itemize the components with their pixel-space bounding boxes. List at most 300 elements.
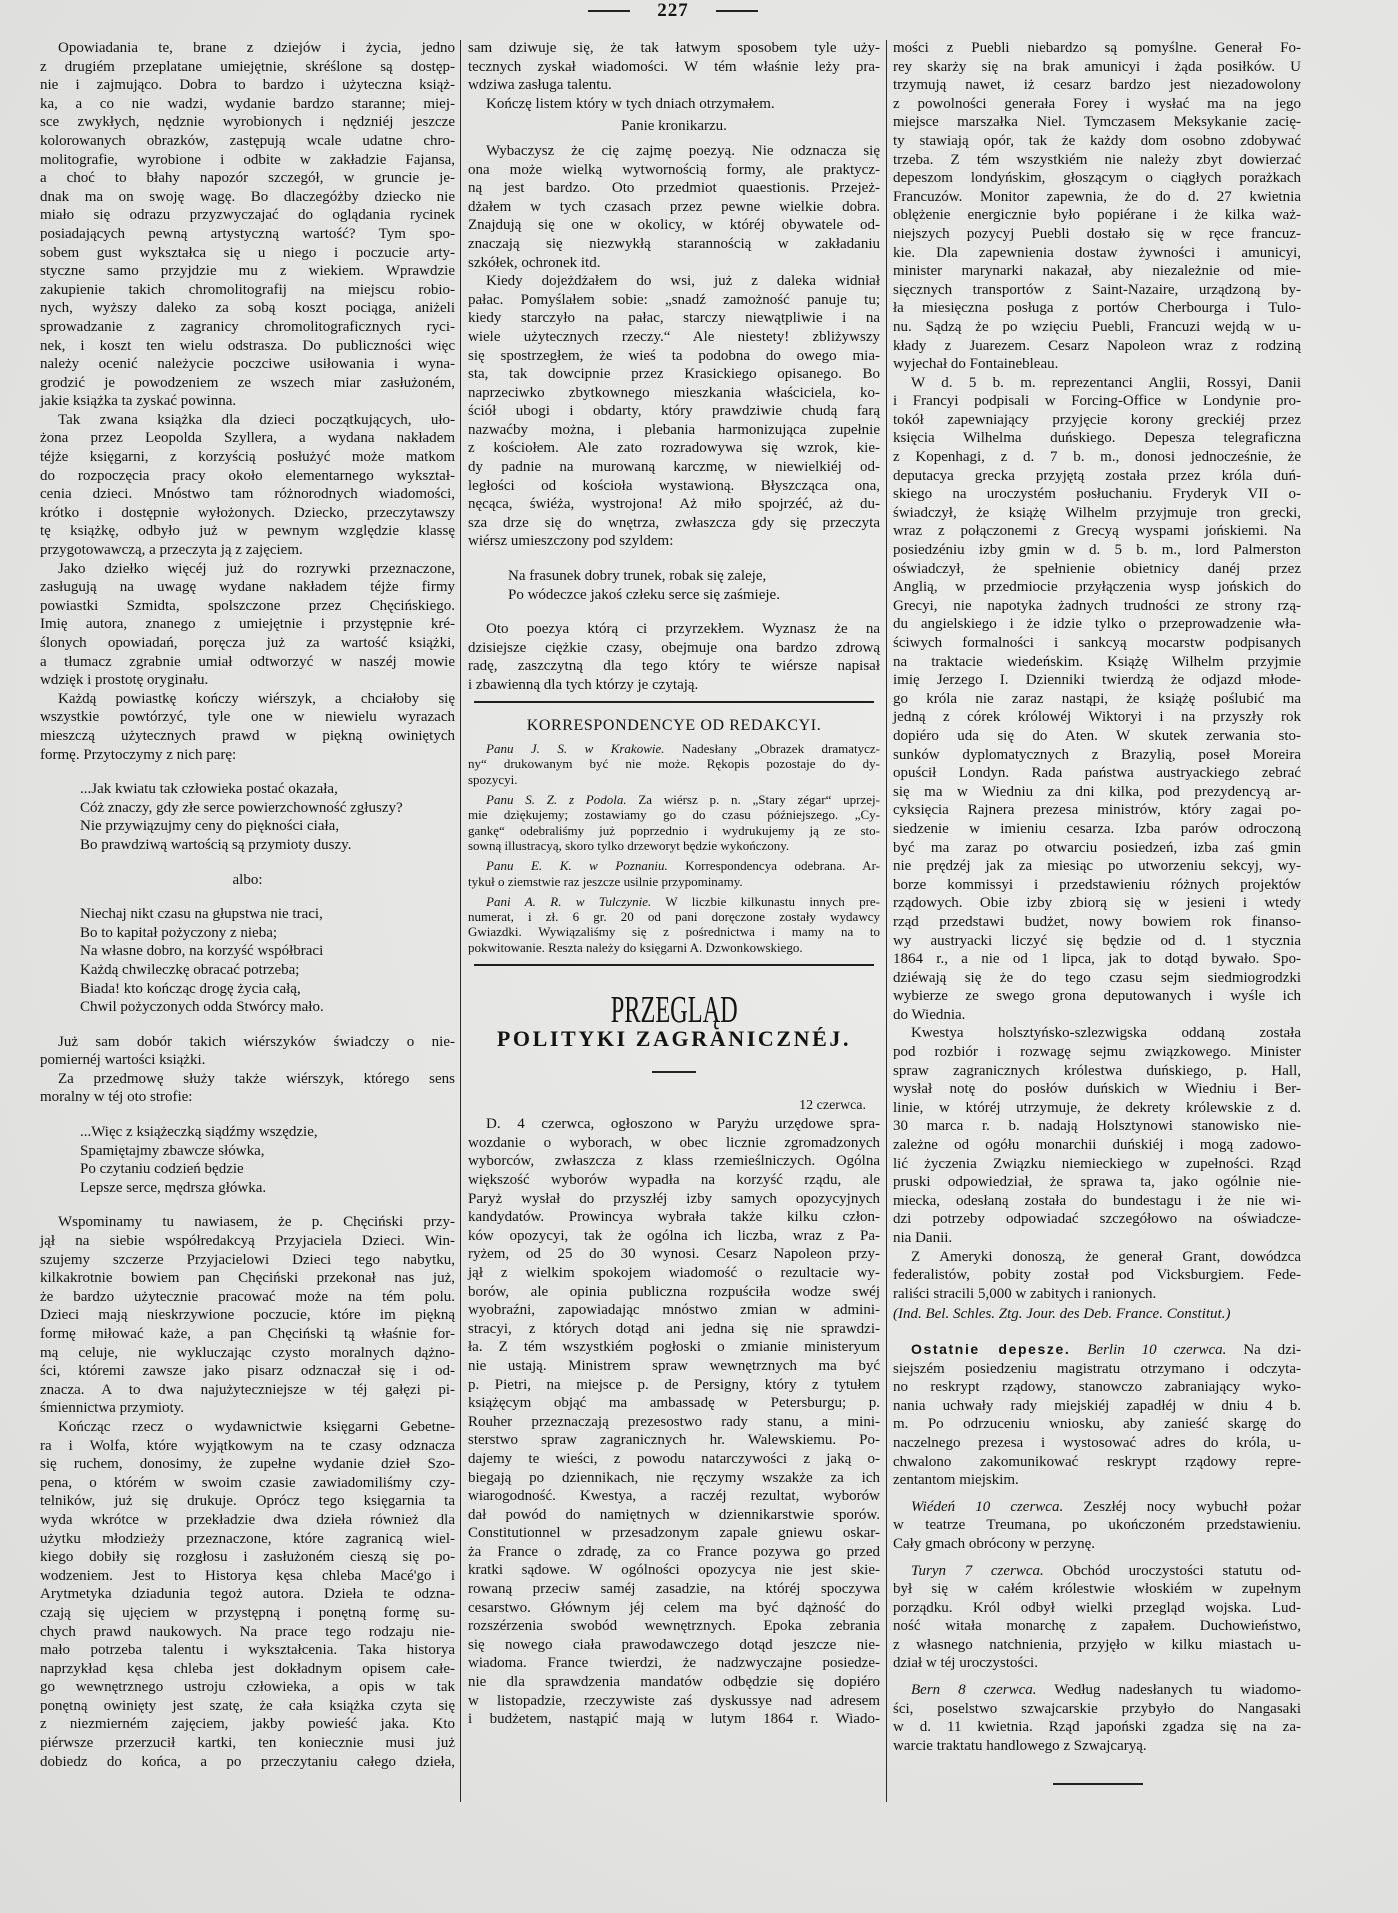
- text-line: śmiennictwa przymioty.: [40, 1400, 184, 1417]
- text-line: Tak zwana książka dla dzieci początkujących, uło-: [58, 411, 455, 428]
- text-line: należy ocenić należycie poczciwe usiłowania i wyna-: [40, 356, 455, 373]
- paragraph: [468, 620, 880, 694]
- title-text: PRZEGLĄD: [610, 989, 738, 1032]
- text-line: nazwaćby można, i plebania harmonizująca zupełnie: [468, 421, 880, 438]
- text-line: cenia dzieci. Mnóstwo tam różnorodnych wiadomości,: [40, 486, 455, 503]
- text-line: chych prawd naukowych. Na prace tego rodzaju nie-: [40, 1623, 455, 1640]
- correspondence-note: [468, 858, 880, 889]
- text-line: naprzykład kęsa chleba jest dokładnym opisem całe-: [40, 1660, 455, 1677]
- text-line: ściół ubogi i obdarty, który prawdziwie chudą farą: [468, 403, 880, 420]
- text-line: kratki sądowe. W ogólności opozycya nie jest skie-: [468, 1562, 880, 1579]
- text-line: chwalono zakomunikować reskrypt rządowy repre-: [893, 1453, 1301, 1470]
- verse-stanza: [508, 567, 880, 604]
- text-line: nie prędzéj jak za miesiąc po utworzeniu sekcyj, wy-: [893, 858, 1301, 875]
- text-line: tę książkę, odbyło już w pewnym względzie klassę: [40, 523, 455, 540]
- text-line: Kończąc rzecz o wydawnictwie księgarni Gebetne-: [58, 1418, 455, 1435]
- paragraph: [40, 1213, 455, 1418]
- text-line: nania uchwały rady miejskiéj zapadłéj w dniu 4 b.: [893, 1397, 1301, 1414]
- text-line: wysłał notę do posłów duńskich w Wiedniu i Ber-: [893, 1081, 1301, 1098]
- text-line: pomiernéj wartości książki.: [40, 1052, 206, 1069]
- text-line: minister marynarki nakazał, aby niezależnie od mie-: [893, 263, 1301, 280]
- text-line: warcie traktatu handlowego z Szwajcaryą.: [893, 1737, 1147, 1754]
- text-line: [468, 894, 880, 909]
- text-line: ła. Z tém wszystkiém pogłoski o zmianie ministeryum: [468, 1339, 880, 1356]
- paragraph: [893, 374, 1301, 1025]
- text-line: rowaną przeciw saméj zasadzie, na któréj spoczywa: [468, 1581, 880, 1598]
- paragraph-continued: [893, 39, 1301, 374]
- text-line: zakupienie takich chromolitografij na miejscu robio-: [40, 281, 455, 298]
- text-line: kilkakrotnie bowiem pan Chęciński przekonał nas już,: [40, 1270, 455, 1287]
- text-line: Paryż wysłał do przyszłéj izby samych opozycyjnych: [468, 1190, 880, 1207]
- text-line: miecka, odesłaną została do bundestagu i że nie wi-: [893, 1192, 1301, 1209]
- italic-lead: Panu S. Z. z Podola.: [486, 792, 627, 808]
- text-line: wiadoma. France twierdzi, że nadzwyczajne posiedze-: [468, 1655, 880, 1672]
- text-line: imię Jerzego I. Dzienniki twierdzą że odjazd młode-: [893, 672, 1301, 689]
- text-line: i budżetem, nastąpić mają w lutym 1864 r. Wiado-: [468, 1711, 880, 1728]
- article-subtitle: POLITYKI ZAGRANICZNÉJ.: [496, 1026, 852, 1052]
- text-line: a tłumacz zgrabnie umiał odtworzyć w naszéj mowie: [40, 653, 455, 670]
- text-line: naprzeciwko zbytkownego mieszkania właściciela, ko-: [468, 384, 880, 401]
- text-line: D. 4 czerwca, ogłoszono w Paryżu urzędowe spra-: [486, 1116, 880, 1133]
- text-line: molitografie, wyrobione i odbite w zakładzie Fajansa,: [40, 151, 455, 168]
- text-line: ległości od kościoła wystawioną. Błyszcząca ona,: [468, 477, 880, 494]
- text-line: pokwitowanie. Reszta należy do księgarni A. Dzwonkowskiego.: [468, 939, 803, 955]
- text-line: sta, tak dowcipnie przez Krasickiego opisanego. Bo: [468, 366, 880, 383]
- text-line: że bardzo użytecznie pracować może na tém polu.: [40, 1288, 455, 1305]
- text-line: [893, 1562, 1301, 1581]
- text-line: dziéwają się że do tego czasu sejm siedmiogrodzki: [893, 969, 1301, 986]
- text-line: jedną z córek królowéj Wiktoryi i na przyszły rok: [893, 709, 1301, 726]
- text-line: księcia Wilhelma duńskiego. Depesza telegraficzna: [893, 430, 1301, 447]
- centered-text: albo:: [232, 871, 263, 888]
- text-line: z niezmierném zajęciem, jakby powieść jaka. Kto: [40, 1716, 455, 1733]
- text-line: moralny w téj oto strofie:: [40, 1089, 193, 1106]
- paragraph: [40, 1070, 455, 1107]
- text-line: téjże księgarni, z korzyścią posłużyć może matkom: [40, 449, 455, 466]
- text-line: sza drze się do wnętrza, zwłaszcza gdy się przeczyta: [468, 514, 880, 531]
- text-line: Bo prawdziwą wartością są przymioty duszy.: [80, 836, 352, 853]
- horizontal-rule: [474, 964, 874, 966]
- italic-lead: Bern 8 czerwca.: [911, 1682, 1037, 1699]
- text-line: Arytmetyka dziadunia tegoż autora. Dzieła te odzna-: [40, 1586, 455, 1603]
- text-line: ła miesięczna posługa z portów Cherbourga i Tulo-: [893, 300, 1301, 317]
- text-line: federalistów, pobity został pod Vicksburgiem. Fede-: [893, 1267, 1301, 1284]
- text-line: Już sam dobór takich wiérszyków świadczy o nie-: [58, 1033, 455, 1050]
- line-text: Na dzi-: [1243, 1341, 1302, 1358]
- paragraph: [40, 1033, 455, 1070]
- text-line: mało potrzeba talentu i wykształcenia. Taka historya: [40, 1642, 455, 1659]
- text-line: znaczają się niezwykłą starannością w zakładaniu: [468, 235, 880, 252]
- text-line: Cóż znaczy, gdy złe serce powierzchowność zgłuszy?: [80, 799, 403, 816]
- text-line: sowną illustracyą, skoro tylko drzeworyt będzie wykończony.: [468, 837, 790, 853]
- text-line: się ma w Wiedniu za dni kilka, pod prezydencyą ar-: [893, 783, 1301, 800]
- text-line: z kościołem. Ale zato rozradowywa się wzrok, kie-: [468, 440, 880, 457]
- line-text: Korrespondencya odebrana. Ar-: [685, 858, 880, 874]
- text-line: ona może wielką wytwornością formy, ale praktycz-: [468, 161, 880, 178]
- text-line: trzymują nawet, iż cesarz bardzo jest niezadowolony: [893, 77, 1301, 94]
- text-line: ra i Wolfa, które wyjątkowym na te czasy odznacza: [40, 1437, 455, 1454]
- line-text: W liczbie kilkunastu innych pre-: [665, 893, 881, 909]
- text-line: zasługują na uwagę wydane nakładem téjże firmy: [40, 579, 455, 596]
- text-line: formę miłować każe, a pan Chęciński tą właśnie for-: [40, 1326, 455, 1342]
- italic-lead: Panu E. K. w Poznaniu.: [486, 858, 668, 874]
- text-line: ny“ drukowanym być nie może. Rękopis pozostaje do dy-: [468, 756, 880, 772]
- text-line: Opowiadania te, brane z dziejów i życia, jedno: [58, 40, 455, 56]
- text-line: książęcym objąć ma ambassadę w Petersburgu; p.: [468, 1395, 880, 1412]
- text-line: lić życzenia Związku niemieckiego w zupełności. Rząd: [893, 1155, 1301, 1172]
- column-divider: [886, 40, 887, 1802]
- text-line: ty stawiają opór, tak że każdy dom osobno zdobywać: [893, 132, 1301, 149]
- text-line: tokół zapewniający przyjęcie korony greckiéj przez: [893, 411, 1301, 428]
- text-line: wiele użytecznych rzeczy.“ Ale niestety! zbliżywszy: [468, 328, 880, 345]
- text-line: ryżem, od 25 do 30 wynosi. Cesarz Napoleon przy-: [468, 1246, 880, 1263]
- text-line: [893, 1498, 1301, 1517]
- text-line: skiego na uroczystém posłuchaniu. Fryderyk VII o-: [893, 486, 1301, 503]
- text-line: Lepsze serce, mędrsza główka.: [80, 1179, 267, 1196]
- text-line: do Wiednia.: [893, 1006, 966, 1023]
- text-line: wraz z połączonemi z Grecyą wyspami jońskiemi. Na: [893, 523, 1301, 540]
- text-line: Każdą chwileczkę obracać potrzeba;: [80, 961, 300, 978]
- text-line: Za przedmowę służy także wiérszyk, którego sens: [58, 1070, 455, 1087]
- text-line: gankę“ odebraliśmy już poprzednio i wydrukujemy ją ze sto-: [468, 822, 880, 838]
- text-line: 1864 r., a nie od 1 lipca, jak to dotąd bywało. Spo-: [893, 951, 1301, 968]
- text-line: spraw zagranicznych królestwa duńskiego, p. Hall,: [893, 1062, 1301, 1079]
- text-line: Wybaczysz że cię zajmę poezyą. Nie odznacza się: [486, 142, 880, 159]
- italic-lead: Berlin 10 czerwca.: [1087, 1341, 1227, 1358]
- text-line: Jako dziełko więcéj już do rozrywki przeznaczone,: [58, 560, 455, 577]
- line-text: Zeszłéj nocy wybuchł pożar: [1083, 1498, 1302, 1515]
- text-line: Kwestya holsztyńsko-szlezwigska oddaną została: [911, 1025, 1301, 1042]
- text-line: znacza. A to dwa najużyteczniejsze w téj gałęzi pi-: [40, 1381, 455, 1398]
- text-line: Niechaj nikt czasu na głupstwa nie traci,: [80, 906, 323, 923]
- text-line: raliści stracili 5,000 w zabitych i ranionych.: [893, 1285, 1157, 1302]
- news-dispatch: [893, 1340, 1301, 1490]
- text-line: spozycyi.: [468, 771, 518, 787]
- text-line: dżałem w tych czasach przez pewne wielkie dobra.: [468, 198, 880, 215]
- text-line: wdziwa zasługa talentu.: [468, 77, 612, 94]
- text-line: Po wódeczce jakoś człeku serce się zaśmieje.: [508, 586, 780, 603]
- text-line: niejszych pozycyj Puebli dostało się w ręce francuz-: [893, 225, 1301, 242]
- text-line: w listopadzie, rzeczywiste zaś dyskussye nad adresem: [468, 1692, 880, 1709]
- text-line: wodzeniem. Jest to Historya kęsa chleba Macé'go i: [40, 1567, 455, 1584]
- column-3: [893, 39, 1301, 1785]
- paragraph: [40, 690, 455, 764]
- text-line: Na frasunek dobry trunek, robak się zaleje,: [508, 568, 767, 585]
- text-line: linie, w któréj utrzymuje, że dekrety królewskie z d.: [893, 1099, 1301, 1116]
- text-line: był się w całém królestwie włoskiém w zupełnym: [893, 1581, 1301, 1598]
- text-line: kie. Dla zapewnienia dostaw żywności i amunicyi,: [893, 244, 1301, 261]
- text-line: na traktacie wiedeńskim. Książę Wilhelm przyjmie: [893, 653, 1301, 670]
- text-line: Francuzów. Monitor zapewnia, że do d. 27 kwietnia: [893, 188, 1301, 205]
- text-line: rey skarży się na brak amunicyi i żąda posiłków. U: [893, 58, 1301, 75]
- article-title: [468, 989, 880, 1032]
- line-text: Za wiérsz p. n. „Stary zégar“ uprzej-: [638, 792, 880, 808]
- text-line: jął z wielkim spokojem wiadomość o rezultacie wy-: [468, 1264, 880, 1281]
- text-line: z Kopenhagi, z d. 7 b. m., donosi jednocześnie, że: [893, 449, 1301, 466]
- italic-lead: Turyn 7 czerwca.: [911, 1562, 1044, 1579]
- text-line: z powolności generała Forey i wysłać ma na jego: [893, 95, 1301, 112]
- text-line: naczelnego prezesa i wystosować adres do króla, u-: [893, 1434, 1301, 1451]
- correspondence-note: [468, 894, 880, 955]
- text-line: dział w téj uroczystości.: [893, 1655, 1038, 1672]
- verse-stanza: [80, 780, 455, 854]
- text-line: dzisiejsze ciężkie czasy, obejmuje ona bardzo zdrową: [468, 639, 880, 656]
- text-line: Bo to kapitał pożyczony z nieba;: [80, 924, 278, 941]
- text-line: nu. Sądzą że po wzięciu Puebli, Francuzi wejdą w u-: [893, 318, 1301, 335]
- text-line: Z Ameryki donoszą, że generał Grant, dowódzca: [911, 1248, 1301, 1265]
- text-line: wszystkie powtórzyć, tyle one w niewielu wyrazach: [40, 709, 455, 726]
- line-text: Nadesłany „Obrazek dramatycz-: [681, 741, 880, 757]
- text-line: większość wyborów wypadła na korzyść rządu, ale: [468, 1172, 880, 1189]
- text-line: ściwych formalności i sankcyą mocarstw podpisanych: [893, 635, 1301, 651]
- text-line: wozdanie o wyborach, w obec licznie zgromadzonych: [468, 1134, 880, 1151]
- text-line: [893, 1340, 1301, 1360]
- text-line: mą celuje, nie wykluczając czysto moralnych dążno-: [40, 1344, 455, 1361]
- line-text: Obchód uroczystości statutu od-: [1062, 1562, 1302, 1579]
- text-line: sam dziwuje się, że tak łatwym sposobem tyle uży-: [468, 40, 880, 56]
- text-line: trzeba. Z tém wszystkiém nie należy zbyt dowierzać: [893, 151, 1301, 168]
- text-line: Cały gmach obrócony w perzynę.: [893, 1535, 1096, 1552]
- text-line: szujemy szczerze Przyjacielowi Dzieci tego nabytku,: [40, 1251, 455, 1268]
- text-line: dopiéro uda się do Aten. W skutek zerwania sto-: [893, 727, 1301, 744]
- text-line: kolorowanych obrazków, zastępują wcale udatne chro-: [40, 132, 455, 149]
- text-line: pod rozbiór i rozwagę sejmu związkowego. Minister: [893, 1044, 1301, 1061]
- text-line: du angielskiego i że idzie tylko o przeprowadzenie wła-: [893, 616, 1301, 633]
- text-line: Oto poezya którą ci przyrzekłem. Wyznasz że na: [486, 621, 880, 638]
- text-line: borze kommissyi i przedstawieniu różnych projektów: [893, 876, 1301, 893]
- text-line: deputacya grecka przyjętą została przez króla duń-: [893, 467, 1301, 484]
- text-line: sunków dyplomatycznych z Brazylią, poseł Moreira: [893, 746, 1301, 763]
- correspondence-note: [468, 792, 880, 853]
- text-line: mieszczą użytecznych prawd w piękną owiniętych: [40, 727, 455, 744]
- text-line: rządowych. Obie izby zbiorą się w jesieni i wtedy: [893, 895, 1301, 912]
- italic-lead: Panu J. S. w Krakowie.: [486, 741, 665, 757]
- text-line: grodzić je powodzeniem ze wszech miar zasłużoném,: [40, 374, 455, 391]
- text-line: i zbawienną dla tych którzy je czytają.: [468, 677, 699, 693]
- text-line: dajemy te wieści, z powodu natarczywości z jaką o-: [468, 1450, 880, 1467]
- text-line: nie dla sprawdzenia mandatów odbędzie się dopiéro: [468, 1674, 880, 1691]
- text-line: [468, 741, 880, 756]
- text-line: dzi potrzeby odpowiadać szczegółowo na oświadcze-: [893, 1211, 1301, 1228]
- text-line: świadczył, że książę Wilhelm przyjmuje tron grecki,: [893, 504, 1301, 521]
- paragraph: [468, 1115, 880, 1729]
- text-line: go króla nie zaraz nastąpi, że książę poślubić ma: [893, 690, 1301, 707]
- text-line: nęcąca, świéża, wystrojona! Aż miło spojrzéć, aż du-: [468, 496, 880, 513]
- text-line: zentantom miejskim.: [893, 1472, 1019, 1489]
- text-line: krótko i dostępnie wyłożonych. Dziecko, przeczytawszy: [40, 504, 455, 521]
- text-line: piérwsze przerzucił kartki, ten koniecznie musi już: [40, 1735, 455, 1752]
- text-line: zależne od ogółu monarchii duńskiéj i mogą zadowo-: [893, 1137, 1301, 1154]
- text-line: stracyi, z których dotąd ani jedna się nie sprawdzi-: [468, 1320, 880, 1337]
- text-line: radę, zaszczytną dla tego który te wiérsze napisał: [468, 658, 880, 675]
- dash-right: [716, 10, 758, 12]
- text-line: się nowego ciała prawodawczego dotąd jeszcze nie-: [468, 1636, 880, 1653]
- letter-salutation: Panie kronikarzu.: [621, 118, 727, 135]
- text-line: jakie książka ta zyskać powinna.: [40, 393, 237, 410]
- text-line: ...Więc z książeczką siądźmy wszędzie,: [80, 1124, 318, 1141]
- text-line: dnak ma on swoję wagę. Bo dlaczegóżby dziecko nie: [40, 188, 455, 205]
- text-line: Wspominamy tu nawiasem, że p. Chęciński przy-: [58, 1214, 455, 1231]
- text-line: Kończę listem który w tych dniach otrzymałem.: [486, 95, 775, 112]
- text-line: Na własne dobro, na korzyść współbraci: [80, 943, 324, 960]
- text-line: telników, już się drukuje. Oprócz tego księgarnia ta: [40, 1493, 455, 1510]
- text-line: ...Jak kwiatu tak człowieka postać okazała,: [80, 781, 338, 798]
- horizontal-rule: [474, 701, 874, 703]
- text-line: a choć to błahy napozór szczegół, w gruncie je-: [40, 170, 455, 187]
- text-line: sprowadzanie z zagranicy chromolitograficznych ryci-: [40, 318, 455, 335]
- text-line: Constitutionnel w przesadzonym zapale gniewu oskar-: [468, 1525, 880, 1542]
- text-line: nia Danii.: [893, 1230, 953, 1246]
- text-line: Grecyi, nie napotyka żadnych trudności ze strony rzą-: [893, 597, 1301, 614]
- paragraph: [893, 1248, 1301, 1304]
- page-number-header: [588, 0, 758, 22]
- text-line: Rouher przeznaczają prezesostwo rady stanu, a mini-: [468, 1413, 880, 1430]
- text-line: siejszém posiedzeniu magistratu otrzymano i odczyta-: [893, 1360, 1301, 1377]
- text-line: w teatrze Treumana, po ukończoném przedstawieniu.: [893, 1517, 1301, 1534]
- paragraph: [893, 1024, 1301, 1247]
- text-line: wdzięk i prostotę oryginału.: [40, 672, 209, 689]
- text-line: [893, 1681, 1301, 1700]
- text-line: rozszérzenia swobód wewnętrznych. Epoka zebrania: [468, 1618, 880, 1635]
- text-line: Kiedy dojeżdżałem do wsi, już z daleka widniał: [486, 273, 880, 290]
- text-line: sięcznych transportów z Saint-Nazaire, urządzoną by-: [893, 281, 1301, 298]
- text-line: ści, któremi zawsze jako pisarz odznaczał się i od-: [40, 1363, 455, 1380]
- text-line: cesarstwo. Głównym jéj celem ma być dążność do: [468, 1599, 880, 1616]
- text-line: w d. 11 kwietnia. Rząd japoński zgadza się na za-: [893, 1719, 1301, 1736]
- text-line: Nie przywiązujmy ceny do piękności ciała,: [80, 818, 340, 835]
- text-line: cyksięcia Rajnera prezesa ministrów, który zagai po-: [893, 802, 1301, 819]
- text-line: pruski odpowiedział, że sprawa ta, jako ogólnie nie-: [893, 1174, 1301, 1191]
- text-line: sobem gust wykształca się u niego i poczucie arty-: [40, 244, 455, 261]
- text-line: Po czytaniu codzień będzie: [80, 1161, 244, 1178]
- text-line: p. Pietri, na miejsce p. de Persigny, który z tytułem: [468, 1376, 880, 1393]
- text-line: Imię autora, znanego z umiejętnie i przystępnie kré-: [40, 616, 455, 633]
- paragraph: [468, 272, 880, 551]
- paragraph: [40, 411, 455, 560]
- news-dispatch: [893, 1681, 1301, 1755]
- text-line: kiedy starczyło na pałac, starczy niewątpliwie i na: [468, 310, 880, 327]
- text-line: ża France o zdradę, za co France pozywa go przed: [468, 1543, 880, 1560]
- text-line: [468, 792, 880, 807]
- text-line: wiérsz umieszczony pod szyldem:: [468, 533, 674, 550]
- section-heading: KORRESPONDENCYE OD REDAKCYI.: [526, 716, 822, 734]
- italic-lead: Wiédeń 10 czerwca.: [911, 1498, 1064, 1515]
- text-line: wy austryacki liczyć się będzie od d. 1 stycznia: [893, 932, 1301, 949]
- text-line: wiarogodność. Kwestya, a raczéj rezultat, wyborów: [468, 1488, 880, 1505]
- news-dispatch: [893, 1562, 1301, 1674]
- text-line: powiastki Szmidta, spolszczone przez Chęcińskiego.: [40, 597, 455, 614]
- paragraph: [468, 142, 880, 272]
- page-number: 227: [657, 0, 689, 21]
- text-line: formę. Przytoczymy z nich parę:: [40, 746, 237, 763]
- text-line: biegają po dziennikach, nie ręczymy wszakże za ich: [468, 1469, 880, 1486]
- short-rule: [652, 1071, 696, 1073]
- text-line: się spostrzegłem, że wieś ta podobna do owego mia-: [468, 347, 880, 364]
- text-line: ków opozycyi, tak że ogólna ich liczba, wraz z Pa-: [468, 1227, 880, 1244]
- text-line: dał powód do namiętnych w dziennikarstwie sporów.: [468, 1506, 880, 1523]
- text-line: go wewnętrznego ustroju człowieka, a opis w tak: [40, 1679, 455, 1696]
- text-line: nie i zajmująco. Dobra to bardzo i użyteczna książ-: [40, 77, 455, 94]
- news-dispatch: [893, 1498, 1301, 1554]
- verse-stanza: [80, 905, 455, 1017]
- text-line: opuścił Londyn. Rada państwa austryackiego zebrać: [893, 765, 1301, 782]
- text-line: ka, a co nie wadzi, wydanie bardzo staranne; miej-: [40, 95, 455, 112]
- text-line: mości z Puebli niebardzo są pomyślne. Generał Fo-: [893, 40, 1301, 56]
- text-line: Znajdują się one w okolicy, w któréj obywatele od-: [468, 217, 880, 234]
- verse-stanza: [80, 1123, 455, 1197]
- text-line: ślonych opowiadań, poręcza już za wartość książki,: [40, 635, 455, 651]
- bold-lead: Ostatnie depesze.: [911, 1340, 1071, 1357]
- text-line: borów, ale opinia publiczna rozpuściła wodze swéj: [468, 1283, 880, 1300]
- end-rule: [1053, 1783, 1143, 1785]
- text-line: czają się ujęciem w przystępną i ponętną formę su-: [40, 1604, 455, 1621]
- text-line: sterstwo spraw zagranicznych hr. Walewskiemu. Po-: [468, 1432, 880, 1449]
- text-line: z drugiém przeplatane umiejętnie, skréślone są dostęp-: [40, 58, 455, 75]
- paragraph: [468, 95, 880, 114]
- text-line: [468, 858, 880, 873]
- text-line: rząd przedstawi budżet, nowy bowiem rok finanso-: [893, 913, 1301, 930]
- column-1: [40, 39, 455, 1771]
- text-line: W d. 5 b. m. reprezentanci Anglii, Rossyi, Danii: [911, 374, 1301, 391]
- text-line: kandydatów. Prowincya wybrała także kilku człon-: [468, 1209, 880, 1226]
- text-line: miejsce marszałka Niel. Tymczasem Meksykanie zacię-: [893, 114, 1301, 131]
- text-line: nych, wyższy daleko za sobą koszt pociąga, aniżeli: [40, 300, 455, 317]
- text-line: dobiedz do końca, a po przeczytaniu całego dzieła,: [40, 1753, 455, 1770]
- text-line: ną jest bardzo. Oto przedmiot quaestionis. Przejeż-: [468, 180, 880, 197]
- line-text: Według nadesłanych tu wiadomo-: [1054, 1682, 1302, 1699]
- text-line: wyda wkrótce w przekładzie dwa dzieła również dla: [40, 1511, 455, 1528]
- text-line: Dzieci mają nieskrzywione poczucie, które im piękną: [40, 1307, 455, 1324]
- text-line: sce zwykłych, nędznie wyrobionych i nędzniéj jeszcze: [40, 114, 455, 131]
- text-line: siedzenie w imieniu cesarza. Izba parów odroczoną: [893, 820, 1301, 837]
- text-line: styczne samo przyjdzie mu z wiekiem. Wprawdzie: [40, 263, 455, 280]
- text-line: miało się odrazu przyzwyczajać do oglądania rycinek: [40, 207, 455, 224]
- text-line: depeszom londyńskim, głoszącym o ciągłych porażkach: [893, 170, 1301, 187]
- text-line: porządku. Król odbył wielki przegląd wojska. Lud-: [893, 1599, 1301, 1616]
- text-line: być ma zaraz po otwarciu posiedzeń, izba zaś gmin: [893, 839, 1301, 856]
- text-line: wyobraźni, zapowiadając mnóstwo zmian w admini-: [468, 1302, 880, 1319]
- text-line: oblężenie energicznie było popiérane i że kilka waż-: [893, 207, 1301, 224]
- text-line: tecznych zyskał wiadomości. W tém właśnie leży pra-: [468, 58, 880, 75]
- column-2: [468, 39, 880, 1729]
- text-line: ponętną owinięty jest szatę, że cała książka czyta się: [40, 1697, 455, 1714]
- text-line: przygotowawczą, a przeczyta ją z zajęciem.: [40, 542, 303, 559]
- paragraph: [40, 560, 455, 690]
- text-line: no reskrypt rządowy, stanowczo zabraniający wyko-: [893, 1379, 1301, 1396]
- italic-lead: Pani A. R. w Tulczynie.: [486, 893, 652, 909]
- text-line: nek, i koszt ten wielu odstrasza. Do publiczności więc: [40, 337, 455, 354]
- text-line: wyborców, zwłaszcza z klass rzemieślniczych. Ogólna: [468, 1153, 880, 1170]
- text-line: szkółek, ochronek itd.: [468, 254, 601, 271]
- text-line: m. Po odrzuceniu wniosku, aby zanieść skargę do: [893, 1416, 1301, 1433]
- text-line: oświadczył, że spełnienie obietnicy danéj przez: [893, 560, 1301, 577]
- text-line: 30 marca r. b. nadają Holsztynowi stanowisko nie-: [893, 1118, 1301, 1135]
- text-line: pena, o którém w swoim czasie zawiadomiliśmy czy-: [40, 1474, 455, 1491]
- text-line: posiedzéniu izby gmin w d. 5 b. m., lord Palmerston: [893, 542, 1301, 559]
- paragraph-continued: [468, 39, 880, 95]
- text-line: tykuł o ziemstwie raz jeszcze usilnie przypominamy.: [468, 873, 743, 889]
- text-line: z własnego natchnienia, przyjęło w kilku miastach u-: [893, 1636, 1301, 1653]
- text-line: Spamiętajmy zbawcze słówka,: [80, 1142, 265, 1159]
- paragraph: [40, 1418, 455, 1771]
- text-line: żona przez Leopolda Szyllera, a wydana nakładem: [40, 430, 455, 447]
- text-line: Chwil pożyczonych odda Stwórcy mało.: [80, 999, 324, 1016]
- text-line: pałac. Pomyślałem sobie: „snadź zamożność panuje tu;: [468, 291, 880, 308]
- source-citation: (Ind. Bel. Schles. Ztg. Jour. des Deb. France. Constitut.): [893, 1306, 1231, 1323]
- text-line: wyjechał do Fontainebleau.: [893, 356, 1059, 373]
- text-line: jął na siebie współredakcyą Przyjaciela Dzieci. Win-: [40, 1233, 455, 1250]
- text-line: ści, poselstwo szwajcarskie przybyło do Nangasaki: [893, 1700, 1301, 1717]
